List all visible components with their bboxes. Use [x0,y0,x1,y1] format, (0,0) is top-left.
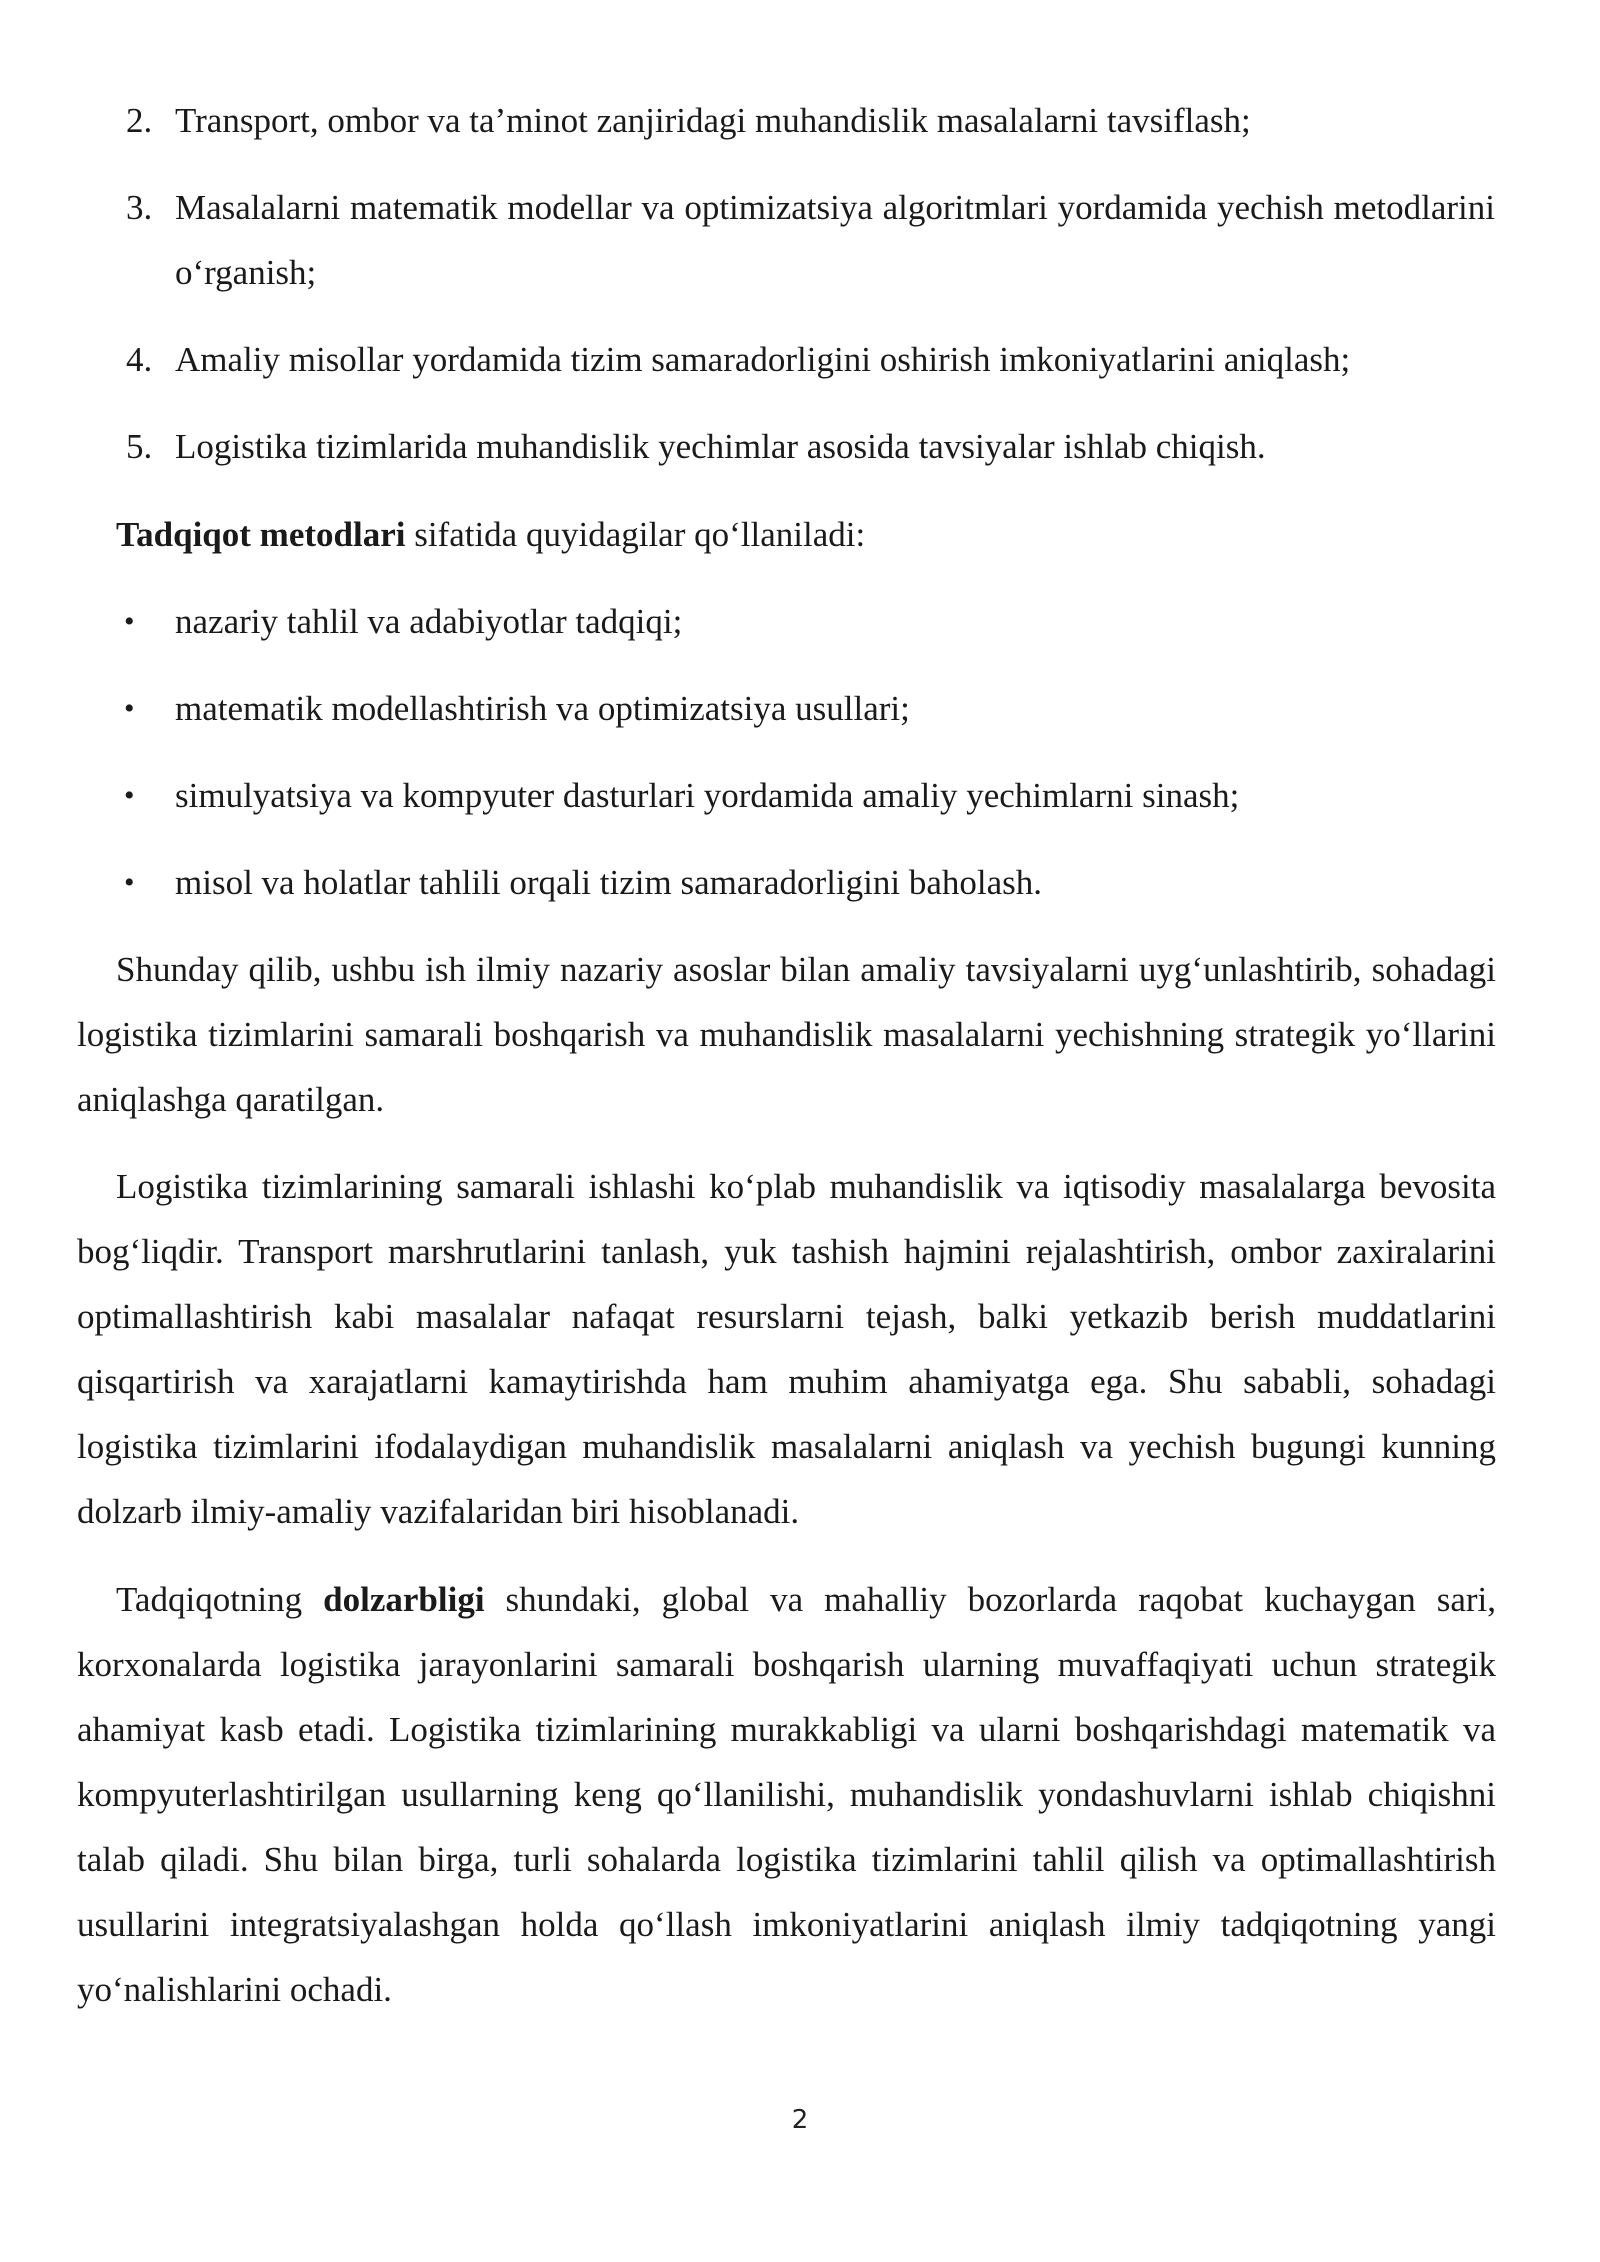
list-item-number: 4. [126,340,153,379]
list-item-text: Masalalarni matematik modellar va optimizatsiya algoritmlari yordamida yechish metodlarini o‘rganish; [175,188,1495,292]
numbered-list [0,88,1600,501]
list-item-text: matematik modellashtirish va optimizatsiya usullari; [175,689,910,728]
list-item-text: Amaliy misollar yordamida tizim samaradorligini oshirish imkoniyatlarini aniqlash; [175,340,1351,379]
paragraph-relevance [77,1567,1496,2022]
bullet-list [0,589,1600,937]
relevance-bold: dolzarbligi [323,1580,485,1619]
list-item-text: misol va holatlar tahlili orqali tizim samaradorligini baholash. [175,863,1043,902]
bullet-icon: • [124,866,135,899]
bullet-icon: • [124,779,135,812]
list-item-number: 3. [126,188,153,227]
list-item-text: Transport, ombor va ta’minot zanjiridagi muhandislik masalalarni tavsiflash; [175,101,1251,140]
bullet-icon: • [124,605,135,638]
list-item [0,88,1600,153]
list-item [0,589,1600,676]
methods-heading [116,502,1496,567]
list-item-text: Logistika tizimlarida muhandislik yechimlar asosida tavsiyalar ishlab chiqish. [175,427,1266,466]
methods-heading-rest: sifatida quyidagilar qo‘llaniladi: [405,515,866,554]
list-item-text: nazariy tahlil va adabiyotlar tadqiqi; [175,602,683,641]
bullet-icon: • [124,692,135,725]
list-item [0,676,1600,763]
page-number: 2 [791,2105,809,2135]
list-item-number: 2. [126,101,153,140]
list-item [0,327,1600,392]
list-item-text: simulyatsiya va kompyuter dasturlari yordamida amaliy yechimlarni sinash; [175,776,1240,815]
list-item-number: 5. [126,427,153,466]
relevance-text-start: Tadqiqotning [116,1580,324,1619]
list-item [0,414,1600,479]
list-item [0,763,1600,850]
paragraph-conclusion: Shunday qilib, ushbu ish ilmiy nazariy asoslar bilan amaliy tavsiyalarni uyg‘unlashtirib, sohadagi logistika tizimlarini samarali boshqarish va muhandislik masalalarni yechishning strategik yo‘llarini aniqlashga qaratilgan. [77,950,1496,1119]
relevance-text-rest: shundaki, global va mahalliy bozorlarda raqobat kuchaygan sari, korxonalarda logistika jarayonlarini samarali boshqarish ularning muvaffaqiyati uchun strategik ahamiyat kasb etadi. Logistika tizimlarining murakkabligi va ularni boshqarishdagi matematik va kompyuterlashtirilgan usullarning keng qo‘llanilishi, muhandislik yondashuvlarni ishlab chiqishni talab qiladi. Shu bilan birga, turli sohalarda logistika tizimlarini tahlil qilish va optimallashtirish usullarini integratsiyalashgan holda qo‘llash imkoniyatlarini aniqlash ilmiy tadqiqotning yangi yo‘nalishlarini ochadi. [77,1580,1496,2009]
list-item [0,175,1600,305]
list-item [0,850,1600,937]
methods-heading-bold: Tadqiqot metodlari [116,515,406,554]
paragraph-logistics: Logistika tizimlarining samarali ishlashi ko‘plab muhandislik va iqtisodiy masalalarga bevosita bog‘liqdir. Transport marshrutlarini tanlash, yuk tashish hajmini rejalashtirish, ombor zaxiralarini optimallashtirish kabi masalalar nafaqat resurslarni tejash, balki yetkazib berish muddatlarini qisqartirish va xarajatlarni kamaytirishda ham muhim ahamiyatga ega. Shu sababli, sohadagi logistika tizimlarini ifodalaydigan muhandislik masalalarni aniqlash va yechish bugungi kunning dolzarb ilmiy-amaliy vazifalaridan biri hisoblanadi. [77,1167,1496,1531]
